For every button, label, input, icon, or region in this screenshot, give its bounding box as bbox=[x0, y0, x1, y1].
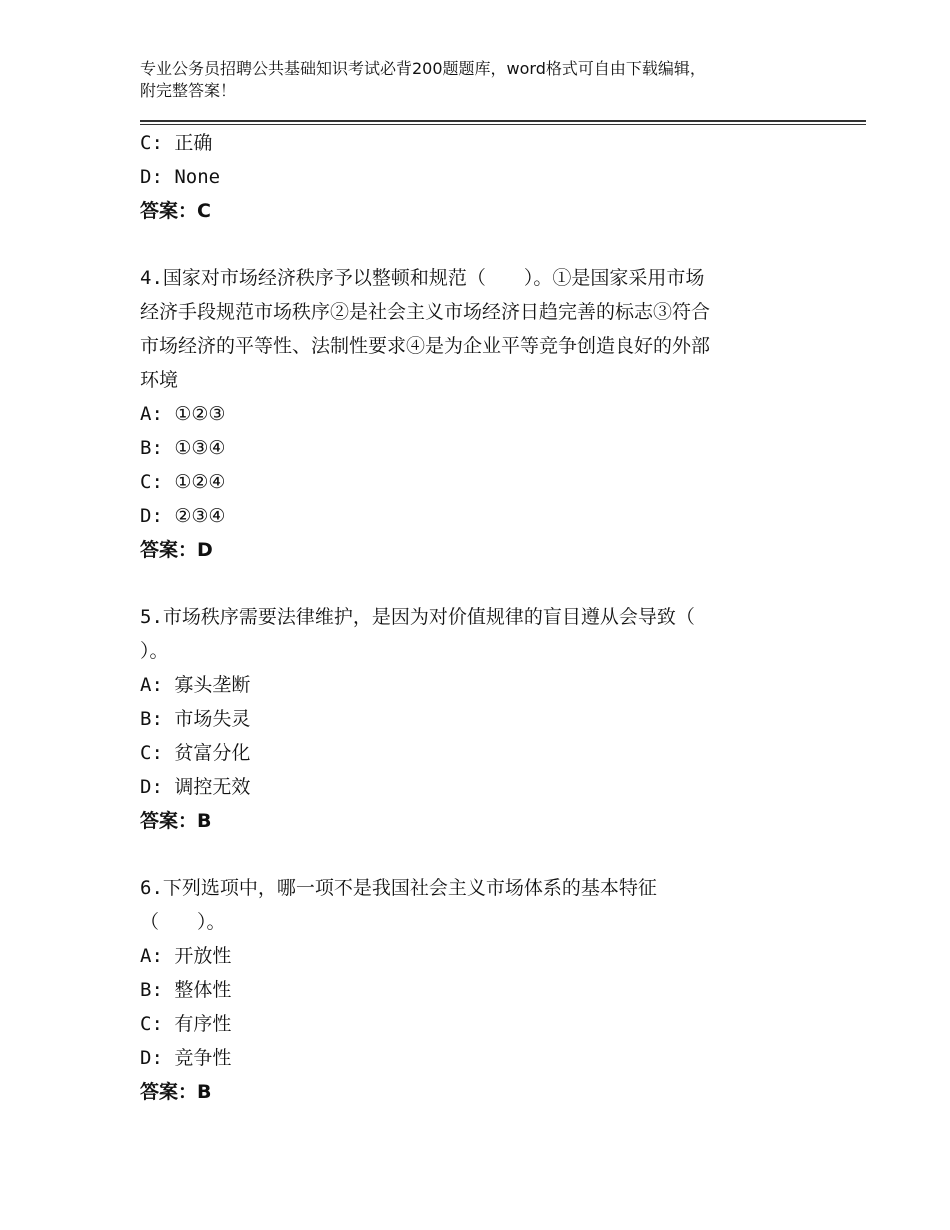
answer-line: 答案：B bbox=[140, 810, 212, 832]
answer-line: 答案：B bbox=[140, 1081, 212, 1103]
header-line-2: 附完整答案！ bbox=[140, 81, 237, 100]
option-b: B: ①③④ bbox=[140, 437, 226, 459]
question-list bbox=[140, 126, 830, 1109]
option-b: B: 市场失灵 bbox=[140, 708, 251, 730]
question-text-line: ）。 bbox=[140, 640, 169, 662]
header-rule-thin bbox=[140, 124, 866, 125]
question-text-line: 环境 bbox=[140, 369, 179, 391]
question-5 bbox=[140, 600, 830, 838]
question-text-line: （ ）。 bbox=[140, 911, 226, 933]
page-header bbox=[140, 58, 800, 102]
answer-line: 答案：C bbox=[140, 200, 211, 222]
spacer bbox=[140, 567, 830, 600]
option-d: D: 竞争性 bbox=[140, 1047, 232, 1069]
option-b: B: 整体性 bbox=[140, 979, 232, 1001]
option-a: A: 寡头垄断 bbox=[140, 674, 251, 696]
option-d: D: 调控无效 bbox=[140, 776, 251, 798]
option-d: D: None bbox=[140, 166, 221, 188]
option-c: C: 有序性 bbox=[140, 1013, 232, 1035]
option-a: A: ①②③ bbox=[140, 403, 226, 425]
question-4 bbox=[140, 261, 830, 567]
header-line-1: 专业公务员招聘公共基础知识考试必背200题题库，word格式可自由下载编辑， bbox=[140, 59, 706, 78]
question-text-line: 6.下列选项中，哪一项不是我国社会主义市场体系的基本特征 bbox=[140, 877, 657, 899]
option-c: C: 贫富分化 bbox=[140, 742, 251, 764]
spacer bbox=[140, 228, 830, 261]
carryover-block bbox=[140, 126, 830, 228]
option-d: D: ②③④ bbox=[140, 505, 226, 527]
header-rule-thick bbox=[140, 120, 866, 122]
option-a: A: 开放性 bbox=[140, 945, 232, 967]
question-text-line: 5.市场秩序需要法律维护，是因为对价值规律的盲目遵从会导致（ bbox=[140, 606, 695, 628]
option-c: C: 正确 bbox=[140, 132, 213, 154]
answer-line: 答案：D bbox=[140, 539, 213, 561]
question-6 bbox=[140, 871, 830, 1109]
question-text-line: 4.国家对市场经济秩序予以整顿和规范（ ）。①是国家采用市场 bbox=[140, 267, 705, 289]
option-c: C: ①②④ bbox=[140, 471, 226, 493]
question-text-line: 市场经济的平等性、法制性要求④是为企业平等竞争创造良好的外部 bbox=[140, 335, 711, 357]
spacer bbox=[140, 838, 830, 871]
question-text-line: 经济手段规范市场秩序②是社会主义市场经济日趋完善的标志③符合 bbox=[140, 301, 711, 323]
